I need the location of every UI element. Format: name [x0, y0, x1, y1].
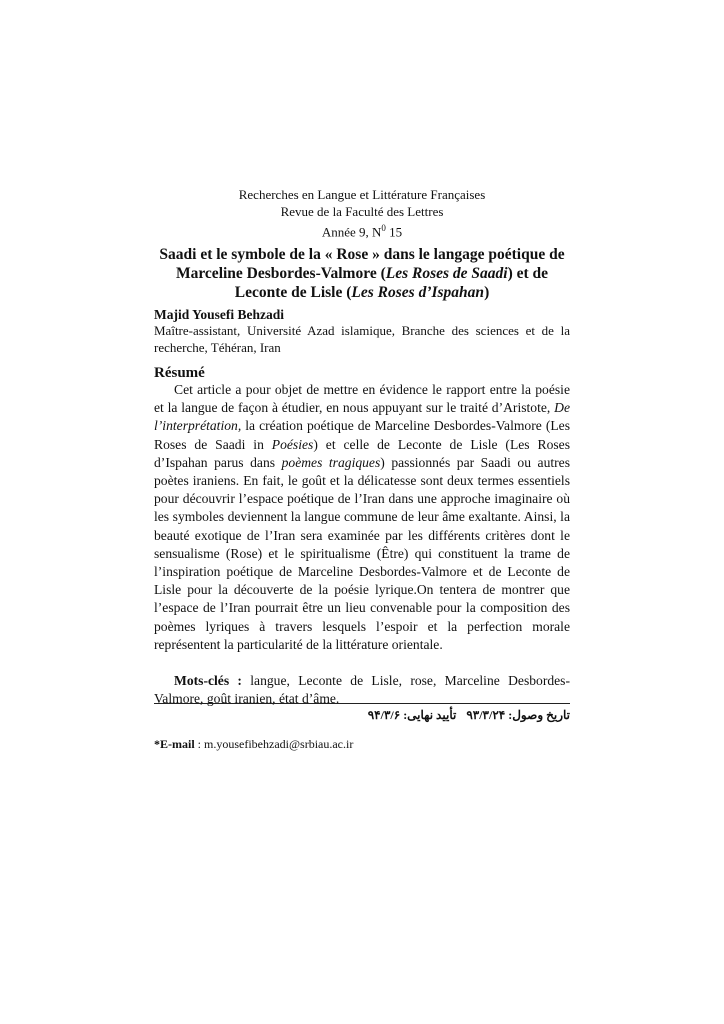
article-title: Saadi et le symbole de la « Rose » dans le langage poétique de Marceline Desbordes-Valmore (Les Roses de Saadi) et de Leconte de Lisle (Les Roses d’Ispahan)	[159, 246, 565, 301]
received-date: تاریخ وصول: ۹۳/۳/۲۴	[466, 708, 570, 722]
keywords-list: langue, Leconte de Lisle, rose, Marceline Desbordes-Valmore, goût iranien, état d’âme.	[154, 673, 570, 707]
faculty-name: Revue de la Faculté des Lettres	[280, 204, 444, 219]
author-affiliation: Maître-assistant, Université Azad islamique, Branche des sciences et de la recherche, Téhéran, Iran	[154, 323, 570, 355]
resume-heading: Résumé	[154, 365, 205, 381]
submission-dates	[154, 707, 570, 723]
footnote-divider	[154, 703, 570, 704]
author-email	[154, 736, 570, 752]
journal-name: Recherches en Langue et Littérature Françaises	[238, 187, 486, 202]
abstract-text: Cet article a pour objet de mettre en évidence le rapport entre la poésie et la langue de façon à étudier, en nous appuyant sur le traité d’Aristote, De l’interprétation, la création poétique de Marceline Desbordes-Valmore (Les Roses de Saadi in Poésies) et celle de Leconte de Lisle (Les Roses d’Ispahan parus dans poèmes tragiques) passionnés par Saadi ou autres poètes iraniens. En fait, le goût et la délicatesse sont deux termes essentiels pour découvrir l’espace poétique de l’Iran dans une approche imaginaire où les symboles deviennent la langue commune de leur âme exaltante. Ainsi, la beauté exotique de l’Iran sera examinée par les différents critères dont le sensualisme (Rose) et le spiritualisme (Être) qui constituent la trame de l’inspiration poétique de Marceline Desbordes-Valmore et de Leconte de Lisle pour la découverte de la poésie lyrique.On tentera de montrer que l’espace de l’Iran pourrait être un lieu convenable pour la composition des poèmes lyriques à travers lesquels l’espoir et la perfection morale représentent la particularité de la littérature orientale.	[154, 382, 571, 652]
accepted-date: تأیید نهایی: ۹۴/۳/۶	[367, 708, 457, 722]
keywords-label: Mots-clés :	[174, 673, 242, 688]
issue-superscript: 0	[381, 223, 386, 233]
author-name: Majid Yousefi Behzadi	[154, 307, 285, 322]
email-label: *E-mail	[154, 737, 195, 751]
issue-info: Année 9, $N^0$ 15	[321, 223, 403, 240]
journal-header	[154, 186, 570, 240]
email-address[interactable]: : m.yousefibehzadi@srbiau.ac.ir	[194, 737, 354, 751]
